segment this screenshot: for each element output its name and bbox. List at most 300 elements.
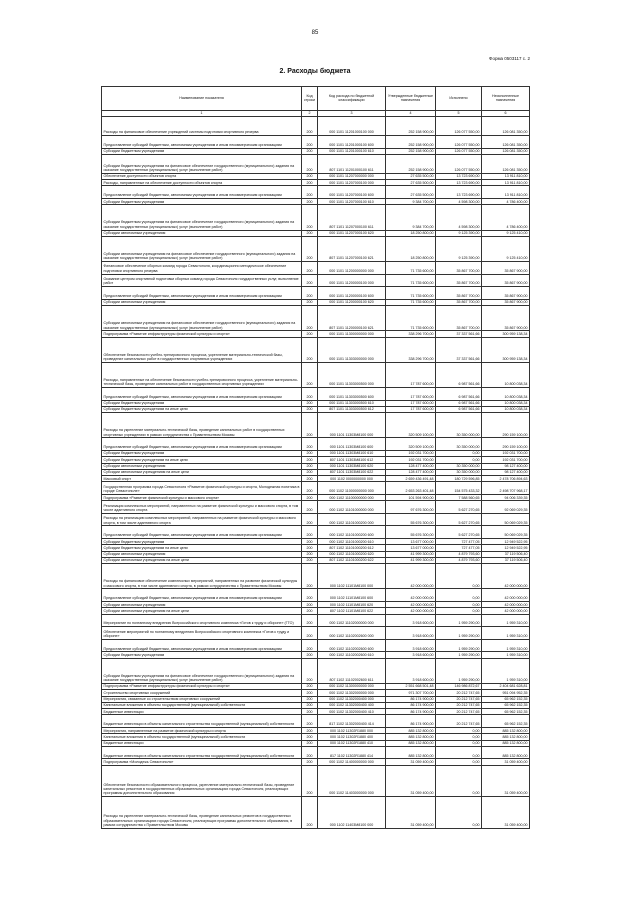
- table-row: [102, 387, 530, 400]
- section-title: 2. Расходы бюджета: [279, 68, 351, 75]
- row-name: Субсидии бюджетным учреждениям на финансовое обеспечение государственного (муниципального) задания на оказание государственных (муниципальных) услуг (выполнение работ): [102, 658, 302, 683]
- row-executed: 30 350 000,00: [436, 413, 482, 438]
- row-name: Мероприятия, связанные со строительством спортивных сооружений: [102, 696, 302, 702]
- row-remaining: 50 069 029,35: [482, 526, 530, 539]
- row-remaining: 98 127 400,00: [482, 469, 530, 475]
- row-line-code: 200: [302, 545, 318, 551]
- row-remaining: 37 119 506,40: [482, 557, 530, 563]
- row-remaining: 1 959 310,00: [482, 639, 530, 652]
- row-remaining: 98 127 400,00: [482, 463, 530, 469]
- row-name: Расходы на укрепление материально-технической базы, проведение капитальных работ в государственных спортивных учреждениях в рамках сотрудничества с Правительством Москвы: [102, 413, 302, 438]
- row-line-code: 200: [302, 608, 318, 614]
- row-name: Расходы на укрепление материально-технической базы, проведение капитальных ремонтов в государственных образовательных организациях города Севастополя, реализующих программы дополнительного образования, в рамках сотрудничества с Правительством Москвы: [102, 797, 302, 829]
- table-row: [102, 186, 530, 199]
- row-approved: 97 676 300,00: [386, 501, 436, 514]
- row-executed: 5 627 270,65: [436, 501, 482, 514]
- row-budget-code: 807 1102 11101000200 612: [318, 545, 386, 551]
- row-name: Расходы, направленные на обеспечение безопасности учебно-тренировочного процесса, укрепление материально-технической базы, проведение капитальных работ в государственных спортивных учреждениях: [102, 362, 302, 387]
- row-executed: 0,00: [436, 608, 482, 614]
- row-name: Строительство спортивных сооружений: [102, 690, 302, 696]
- row-line-code: 200: [302, 495, 318, 501]
- row-line-code: 200: [302, 539, 318, 545]
- row-name: Субсидии бюджетным учреждениям: [102, 450, 302, 456]
- row-executed: 0,00: [436, 765, 482, 797]
- row-executed: 37 337 561,66: [436, 331, 482, 337]
- row-name: Обеспечение безопасности образовательного процесса, укрепление материально-технической базы, проведение капитальных ремонтов в государственных образовательных организациях города Севастополя, реализующих программы дополнительного образования: [102, 765, 302, 797]
- row-budget-code: 000 1101 11200000000 000: [318, 262, 386, 275]
- row-budget-code: 000 1101 11303М8100 000: [318, 413, 386, 438]
- row-line-code: 200: [302, 205, 318, 230]
- row-remaining: 65 962 152,35: [482, 715, 530, 728]
- row-approved: 2 659 436 491,48: [386, 476, 436, 482]
- row-line-code: 200: [302, 331, 318, 337]
- row-approved: 71 735 600,00: [386, 262, 436, 275]
- row-name: Подпрограмма «Молодежь Севастополя»: [102, 759, 302, 765]
- row-executed: 35 867 700,00: [436, 299, 482, 305]
- row-line-code: 200: [302, 406, 318, 412]
- row-executed: 1 959 290,00: [436, 627, 482, 640]
- row-remaining: 300 959 138,34: [482, 331, 530, 337]
- row-approved: 9 384 700,00: [386, 205, 436, 230]
- row-name: Субсидии бюджетным учреждениям на финансовое обеспечение государственного (муниципального) задания на оказание государственных (муниципальных) услуг (выполнение работ): [102, 205, 302, 230]
- row-executed: 35 867 700,00: [436, 306, 482, 331]
- row-remaining: 126 081 350,00: [482, 154, 530, 173]
- row-approved: 885 132 800,00: [386, 734, 436, 740]
- row-name: Субсидии бюджетным учреждениям: [102, 400, 302, 406]
- row-name: Предоставление субсидий бюджетным, автономным учреждениям и иным некоммерческим организациям: [102, 526, 302, 539]
- row-budget-code: 000 1102 11000000000 000: [318, 482, 386, 495]
- row-line-code: 200: [302, 759, 318, 765]
- row-approved: 252 158 900,00: [386, 117, 436, 136]
- row-executed: 20 212 747,65: [436, 715, 482, 728]
- row-remaining: 126 081 350,00: [482, 136, 530, 149]
- row-approved: 86 174 900,00: [386, 702, 436, 708]
- row-line-code: 200: [302, 186, 318, 199]
- row-budget-code: 000 1102 11403М8100 000: [318, 797, 386, 829]
- row-name: Субсидии бюджетным учреждениям: [102, 199, 302, 205]
- row-line-code: 200: [302, 658, 318, 683]
- row-executed: 13 723 690,00: [436, 186, 482, 199]
- row-approved: 17 787 600,00: [386, 387, 436, 400]
- row-name: Мероприятия, направленные на развитие физической культуры и спорта: [102, 727, 302, 733]
- row-name: Субсидии автономным учреждениям: [102, 602, 302, 608]
- row-line-code: 200: [302, 557, 318, 563]
- row-executed: 30 350 000,00: [436, 463, 482, 469]
- row-remaining: 951 094 952,35: [482, 690, 530, 696]
- row-line-code: 200: [302, 117, 318, 136]
- row-remaining: 35 867 900,00: [482, 274, 530, 287]
- row-remaining: 192 031 700,00: [482, 457, 530, 463]
- row-budget-code: 000 1102 11102002600 000: [318, 627, 386, 640]
- row-remaining: 1 959 310,00: [482, 658, 530, 683]
- row-line-code: 200: [302, 400, 318, 406]
- row-executed: 0,00: [436, 734, 482, 740]
- row-approved: 17 787 600,00: [386, 400, 436, 406]
- row-executed: 20 212 747,65: [436, 690, 482, 696]
- row-approved: 27 635 500,00: [386, 186, 436, 199]
- row-budget-code: 000 1102 11403000000 000: [318, 765, 386, 797]
- row-name: Субсидии автономным учреждениям: [102, 299, 302, 305]
- row-executed: 7 588 560,65: [436, 495, 482, 501]
- row-remaining: 35 867 900,00: [482, 287, 530, 300]
- row-name: Субсидии автономным учреждениям на иные цели: [102, 608, 302, 614]
- row-remaining: 12 949 522,95: [482, 545, 530, 551]
- row-budget-code: 000 1102 11101000200 620: [318, 551, 386, 557]
- row-approved: 17 787 600,00: [386, 406, 436, 412]
- row-approved: 252 158 900,00: [386, 148, 436, 154]
- row-line-code: 200: [302, 362, 318, 387]
- row-budget-code: 000 1102 11101000200 000: [318, 513, 386, 526]
- row-executed: 0,00: [436, 727, 482, 733]
- row-line-code: 200: [302, 602, 318, 608]
- row-budget-code: 807 1101 11201000100 611: [318, 154, 386, 173]
- row-line-code: 200: [302, 709, 318, 715]
- row-line-code: 200: [302, 614, 318, 627]
- row-remaining: 1 959 310,00: [482, 652, 530, 658]
- table-row: [102, 117, 530, 136]
- row-line-code: 200: [302, 696, 318, 702]
- row-approved: 55 676 300,00: [386, 513, 436, 526]
- row-line-code: 200: [302, 797, 318, 829]
- row-executed: 35 867 700,00: [436, 262, 482, 275]
- row-name: Расходы на финансовое обеспечение комплексных мероприятий, направленных на развитие физической культуры и массового спорта, в том числе адаптивного спорта, в рамках сотрудничества с Правительством Москвы: [102, 564, 302, 589]
- row-budget-code: 000 1102 11302R1880 410: [318, 740, 386, 746]
- row-line-code: 200: [302, 306, 318, 331]
- row-budget-code: 000 1102 11101М8100 620: [318, 602, 386, 608]
- table-row: [102, 589, 530, 602]
- table-row: [102, 746, 530, 759]
- row-approved: 86 174 900,00: [386, 696, 436, 702]
- row-budget-code: 000 1102 11302R1880 000: [318, 727, 386, 733]
- row-approved: 3 918 600,00: [386, 652, 436, 658]
- row-remaining: 9 125 410,00: [482, 230, 530, 236]
- row-line-code: 200: [302, 482, 318, 495]
- row-name: Предоставление субсидий бюджетным, автономным учреждениям и иным некоммерческим организациям: [102, 387, 302, 400]
- row-remaining: 35 867 900,00: [482, 299, 530, 305]
- row-name: Субсидии бюджетным учреждениям: [102, 539, 302, 545]
- row-name: Субсидии автономным учреждениям: [102, 463, 302, 469]
- row-approved: 338 296 700,00: [386, 331, 436, 337]
- row-line-code: 200: [302, 589, 318, 602]
- header-row: [102, 87, 530, 111]
- row-remaining: 10 800 038,34: [482, 406, 530, 412]
- row-name: Предоставление субсидий бюджетным, автономным учреждениям и иным некоммерческим организациям: [102, 186, 302, 199]
- row-executed: 4 598 300,00: [436, 205, 482, 230]
- row-line-code: 200: [302, 450, 318, 456]
- row-budget-code: 000 1102 11102002600 610: [318, 652, 386, 658]
- table-row: [102, 154, 530, 173]
- row-budget-code: 807 1101 11200000100 621: [318, 306, 386, 331]
- col-header-remaining: Неисполненные назначения: [482, 87, 530, 111]
- row-budget-code: 000 1102 11101000000 000: [318, 501, 386, 514]
- row-executed: 30 350 000,00: [436, 438, 482, 451]
- table-row: [102, 205, 530, 230]
- row-name: Субсидии автономным учреждениям на финансовое обеспечение государственного (муниципального) задания на оказание государственных (муниципальных) услуг (выполнение работ): [102, 306, 302, 331]
- row-remaining: 9 125 410,00: [482, 236, 530, 261]
- row-name: Субсидии автономным учреждениям: [102, 551, 302, 557]
- row-approved: 971 307 700,00: [386, 690, 436, 696]
- row-approved: 2 551 668 501,48: [386, 683, 436, 689]
- row-name: Реализация комплексных мероприятий, направленных на развитие физической культуры и массового спорта, в том числе адаптивного спорта: [102, 501, 302, 514]
- row-executed: 0,00: [436, 740, 482, 746]
- row-remaining: 35 867 900,00: [482, 306, 530, 331]
- row-approved: 55 676 300,00: [386, 526, 436, 539]
- table-body: [102, 117, 530, 829]
- row-executed: 154 575 433,32: [436, 482, 482, 495]
- table-row: [102, 564, 530, 589]
- row-line-code: 200: [302, 230, 318, 236]
- row-executed: 1 959 290,00: [436, 639, 482, 652]
- row-budget-code: 000 1101 11303000500 000: [318, 362, 386, 387]
- row-executed: 727 477,05: [436, 545, 482, 551]
- row-approved: 17 787 600,00: [386, 362, 436, 387]
- row-executed: 6 987 561,66: [436, 400, 482, 406]
- row-approved: 71 735 600,00: [386, 274, 436, 287]
- row-budget-code: 000 1101 11303000000 000: [318, 337, 386, 362]
- row-approved: 885 132 800,00: [386, 746, 436, 759]
- row-executed: 4 598 300,00: [436, 199, 482, 205]
- row-name: Капитальные вложения в объекты государственной (муниципальной) собственности: [102, 734, 302, 740]
- row-name: Расходы на финансовое обеспечение учреждений системы подготовки спортивного резерва: [102, 117, 302, 136]
- row-remaining: 31 059 400,00: [482, 765, 530, 797]
- row-approved: 128 477 400,00: [386, 463, 436, 469]
- row-budget-code: 000 1102 11302000400 410: [318, 709, 386, 715]
- row-budget-code: 000 1102 11400000000 000: [318, 759, 386, 765]
- table-row: [102, 274, 530, 287]
- table-row: [102, 362, 530, 387]
- row-approved: 31 059 400,00: [386, 797, 436, 829]
- row-name: Обеспечение доступности объектов спорта: [102, 173, 302, 179]
- row-remaining: 65 962 152,35: [482, 696, 530, 702]
- row-name: Капитальные вложения в объекты государственной (муниципальной) собственности: [102, 702, 302, 708]
- row-remaining: 2 478 706 894,63: [482, 476, 530, 482]
- row-remaining: 94 006 339,35: [482, 495, 530, 501]
- row-approved: 338 296 700,00: [386, 337, 436, 362]
- row-budget-code: 000 1102 11101М8100 600: [318, 589, 386, 602]
- row-approved: 192 031 700,00: [386, 450, 436, 456]
- row-name: Субсидии бюджетным учреждениям: [102, 148, 302, 154]
- row-remaining: 1 959 310,00: [482, 614, 530, 627]
- row-remaining: 126 081 350,00: [482, 117, 530, 136]
- col-number: 5: [436, 110, 482, 117]
- row-approved: 71 735 600,00: [386, 299, 436, 305]
- row-line-code: 200: [302, 702, 318, 708]
- row-line-code: 200: [302, 501, 318, 514]
- row-executed: 180 729 596,85: [436, 476, 482, 482]
- row-budget-code: 000 1102 11302000400 400: [318, 702, 386, 708]
- row-name: Подпрограмма «Развитие инфраструктуры физической культуры и спорта»: [102, 683, 302, 689]
- row-line-code: 200: [302, 413, 318, 438]
- row-remaining: 50 069 029,35: [482, 513, 530, 526]
- row-name: Бюджетные инвестиции в объекты капитального строительства государственной (муниципальной) собственности: [102, 715, 302, 728]
- row-budget-code: 000 1101 11303М8100 600: [318, 438, 386, 451]
- row-executed: 126 077 550,00: [436, 148, 482, 154]
- row-line-code: 200: [302, 526, 318, 539]
- row-remaining: 885 132 800,00: [482, 740, 530, 746]
- row-approved: 18 250 800,00: [386, 236, 436, 261]
- table-row: [102, 639, 530, 652]
- row-executed: 126 077 550,00: [436, 136, 482, 149]
- row-name: Бюджетные инвестиции: [102, 709, 302, 715]
- row-budget-code: 000 1101 11303М8100 610: [318, 450, 386, 456]
- row-approved: 320 509 100,00: [386, 438, 436, 451]
- row-remaining: 65 962 152,35: [482, 702, 530, 708]
- row-executed: 4 879 793,60: [436, 557, 482, 563]
- row-budget-code: 807 1101 11303М8100 622: [318, 469, 386, 475]
- row-executed: 727 477,05: [436, 539, 482, 545]
- row-line-code: 200: [302, 148, 318, 154]
- row-executed: 126 077 550,00: [436, 117, 482, 136]
- col-number: 2: [302, 110, 318, 117]
- row-remaining: 10 800 038,34: [482, 400, 530, 406]
- row-budget-code: 000 1101 11207000100 620: [318, 230, 386, 236]
- row-executed: 30 350 000,00: [436, 469, 482, 475]
- row-remaining: 65 962 152,35: [482, 709, 530, 715]
- row-remaining: 300 959 138,34: [482, 337, 530, 362]
- row-line-code: 200: [302, 639, 318, 652]
- table-row: [102, 501, 530, 514]
- row-budget-code: 807 1102 11102002600 611: [318, 658, 386, 683]
- expenses-table: [101, 86, 530, 829]
- row-budget-code: 000 1102 11302R1880 400: [318, 734, 386, 740]
- table-row: [102, 136, 530, 149]
- row-name: Субсидии бюджетным учреждениям: [102, 652, 302, 658]
- row-executed: 37 337 561,66: [436, 337, 482, 362]
- row-remaining: 126 081 350,00: [482, 148, 530, 154]
- row-remaining: 4 786 400,00: [482, 199, 530, 205]
- col-header-name: Наименование показателя: [102, 87, 302, 111]
- row-line-code: 200: [302, 740, 318, 746]
- row-executed: 0,00: [436, 450, 482, 456]
- row-executed: 9 125 390,00: [436, 230, 482, 236]
- row-budget-code: 000 1101 11207000100 600: [318, 186, 386, 199]
- row-budget-code: 000 1102 0000000000 000: [318, 476, 386, 482]
- row-name: Мероприятие по поэтапному внедрению Всероссийского спортивного комплекса «Готов к труду и обороне» (ГТО): [102, 614, 302, 627]
- row-name: Предоставление субсидий бюджетным, автономным учреждениям и иным некоммерческим организациям: [102, 136, 302, 149]
- row-budget-code: 807 1101 11207000100 621: [318, 236, 386, 261]
- table-row: [102, 797, 530, 829]
- row-line-code: 200: [302, 690, 318, 696]
- row-executed: 13 723 690,00: [436, 173, 482, 179]
- row-name: Субсидии бюджетным учреждениям на иные цели: [102, 545, 302, 551]
- col-header-line: Код строки: [302, 87, 318, 111]
- row-line-code: 200: [302, 199, 318, 205]
- row-budget-code: 817 1102 11302R1880 414: [318, 746, 386, 759]
- row-budget-code: 000 1101 11201000100 600: [318, 136, 386, 149]
- row-line-code: 200: [302, 337, 318, 362]
- row-budget-code: 000 1101 11303000500 600: [318, 387, 386, 400]
- row-budget-code: 000 1101 11201000100 610: [318, 148, 386, 154]
- row-approved: 252 158 900,00: [386, 136, 436, 149]
- col-number: 1: [102, 110, 302, 117]
- row-remaining: 10 800 038,34: [482, 362, 530, 387]
- table-row: [102, 262, 530, 275]
- row-approved: 885 132 800,00: [386, 740, 436, 746]
- row-approved: 86 174 900,00: [386, 709, 436, 715]
- row-executed: 35 867 700,00: [436, 287, 482, 300]
- row-approved: 9 384 700,00: [386, 199, 436, 205]
- col-header-code: Код расхода по бюджетной классификации: [318, 87, 386, 111]
- row-remaining: 12 949 522,95: [482, 539, 530, 545]
- row-executed: 13 723 690,00: [436, 180, 482, 186]
- row-approved: 101 594 900,00: [386, 495, 436, 501]
- row-budget-code: 807 1102 11101000200 622: [318, 557, 386, 563]
- row-budget-code: 807 1102 11101М8100 622: [318, 608, 386, 614]
- row-name: Государственная программа города Севастополя «Развитие физической культуры и спорта, Молодежная политика в городе Севастополе»: [102, 482, 302, 495]
- row-name: Расходы, направленные на обеспечение доступности объектов спорта: [102, 180, 302, 186]
- row-remaining: 192 031 700,00: [482, 450, 530, 456]
- row-executed: 0,00: [436, 564, 482, 589]
- row-line-code: 200: [302, 236, 318, 261]
- row-approved: 42 000 000,00: [386, 608, 436, 614]
- table-row: [102, 765, 530, 797]
- form-code: Форма 0503117 с. 2: [489, 56, 530, 61]
- row-remaining: 4 786 400,00: [482, 205, 530, 230]
- row-name: Субсидии бюджетным учреждениям на иные цели: [102, 457, 302, 463]
- row-remaining: 885 132 800,00: [482, 727, 530, 733]
- row-name: Обеспечение безопасности учебно-тренировочного процесса, укрепление материально-технической базы, проведение капитальных работ в государственных спортивных учреждениях: [102, 337, 302, 362]
- row-name: Предоставление субсидий бюджетным, автономным учреждениям и иным некоммерческим организациям: [102, 438, 302, 451]
- row-budget-code: 000 1101 11207000000 000: [318, 173, 386, 179]
- row-line-code: 200: [302, 274, 318, 287]
- row-approved: 13 677 000,00: [386, 539, 436, 545]
- row-remaining: 92 069 029,35: [482, 501, 530, 514]
- row-budget-code: 000 1102 11102000000 000: [318, 614, 386, 627]
- row-name: Предоставление субсидий бюджетным, автономным учреждениям и иным некоммерческим организациям: [102, 287, 302, 300]
- row-name: Субсидии автономным учреждениям на иные цели: [102, 469, 302, 475]
- row-executed: 1 959 290,00: [436, 652, 482, 658]
- row-executed: 0,00: [436, 589, 482, 602]
- row-remaining: 885 132 800,00: [482, 746, 530, 759]
- row-approved: 3 918 600,00: [386, 639, 436, 652]
- row-name: Финансовое обеспечение сборных команд города Севастополя, координационно методическое обеспечение подготовки спортивного резерва: [102, 262, 302, 275]
- row-name: Расходы на реализацию комплексных мероприятий, направленных на развитие физической культуры и массового спорта, в том числе адаптивного спорта: [102, 513, 302, 526]
- row-budget-code: 000 1102 11302000400 000: [318, 696, 386, 702]
- row-remaining: 37 119 506,40: [482, 551, 530, 557]
- row-executed: 20 212 747,65: [436, 702, 482, 708]
- row-line-code: 200: [302, 683, 318, 689]
- row-approved: 42 000 000,00: [386, 564, 436, 589]
- row-name: Обеспечение мероприятий по поэтапному внедрению Всероссийского спортивного комплекса «Готов к труду и обороне»: [102, 627, 302, 640]
- row-remaining: 13 911 810,00: [482, 186, 530, 199]
- row-budget-code: 000 1102 11302000000 000: [318, 690, 386, 696]
- row-remaining: 2 404 681 628,81: [482, 683, 530, 689]
- row-executed: 146 986 872,67: [436, 683, 482, 689]
- row-executed: 6 987 561,66: [436, 406, 482, 412]
- table-row: [102, 627, 530, 640]
- table-row: [102, 337, 530, 362]
- row-executed: 1 959 290,00: [436, 658, 482, 683]
- table-row: [102, 306, 530, 331]
- col-number: 6: [482, 110, 530, 117]
- row-line-code: 200: [302, 287, 318, 300]
- row-line-code: 200: [302, 463, 318, 469]
- row-line-code: 200: [302, 513, 318, 526]
- col-header-approved: Утвержденные бюджетные назначения: [386, 87, 436, 111]
- row-name: Оказание центром спортивной подготовки сборных команд города Севастополя государственных услуг, выполнение работ: [102, 274, 302, 287]
- row-executed: 0,00: [436, 602, 482, 608]
- row-budget-code: 000 1102 11102002600 600: [318, 639, 386, 652]
- row-name: Предоставление субсидий бюджетным, автономным учреждениям и иным некоммерческим организациям: [102, 589, 302, 602]
- row-line-code: 200: [302, 154, 318, 173]
- table-row: [102, 236, 530, 261]
- table-row: [102, 513, 530, 526]
- row-name: Массовый спорт: [102, 476, 302, 482]
- row-remaining: 35 867 900,00: [482, 262, 530, 275]
- row-line-code: 200: [302, 180, 318, 186]
- row-budget-code: 807 1101 11303000500 612: [318, 406, 386, 412]
- row-budget-code: 000 1101 11200000100 620: [318, 299, 386, 305]
